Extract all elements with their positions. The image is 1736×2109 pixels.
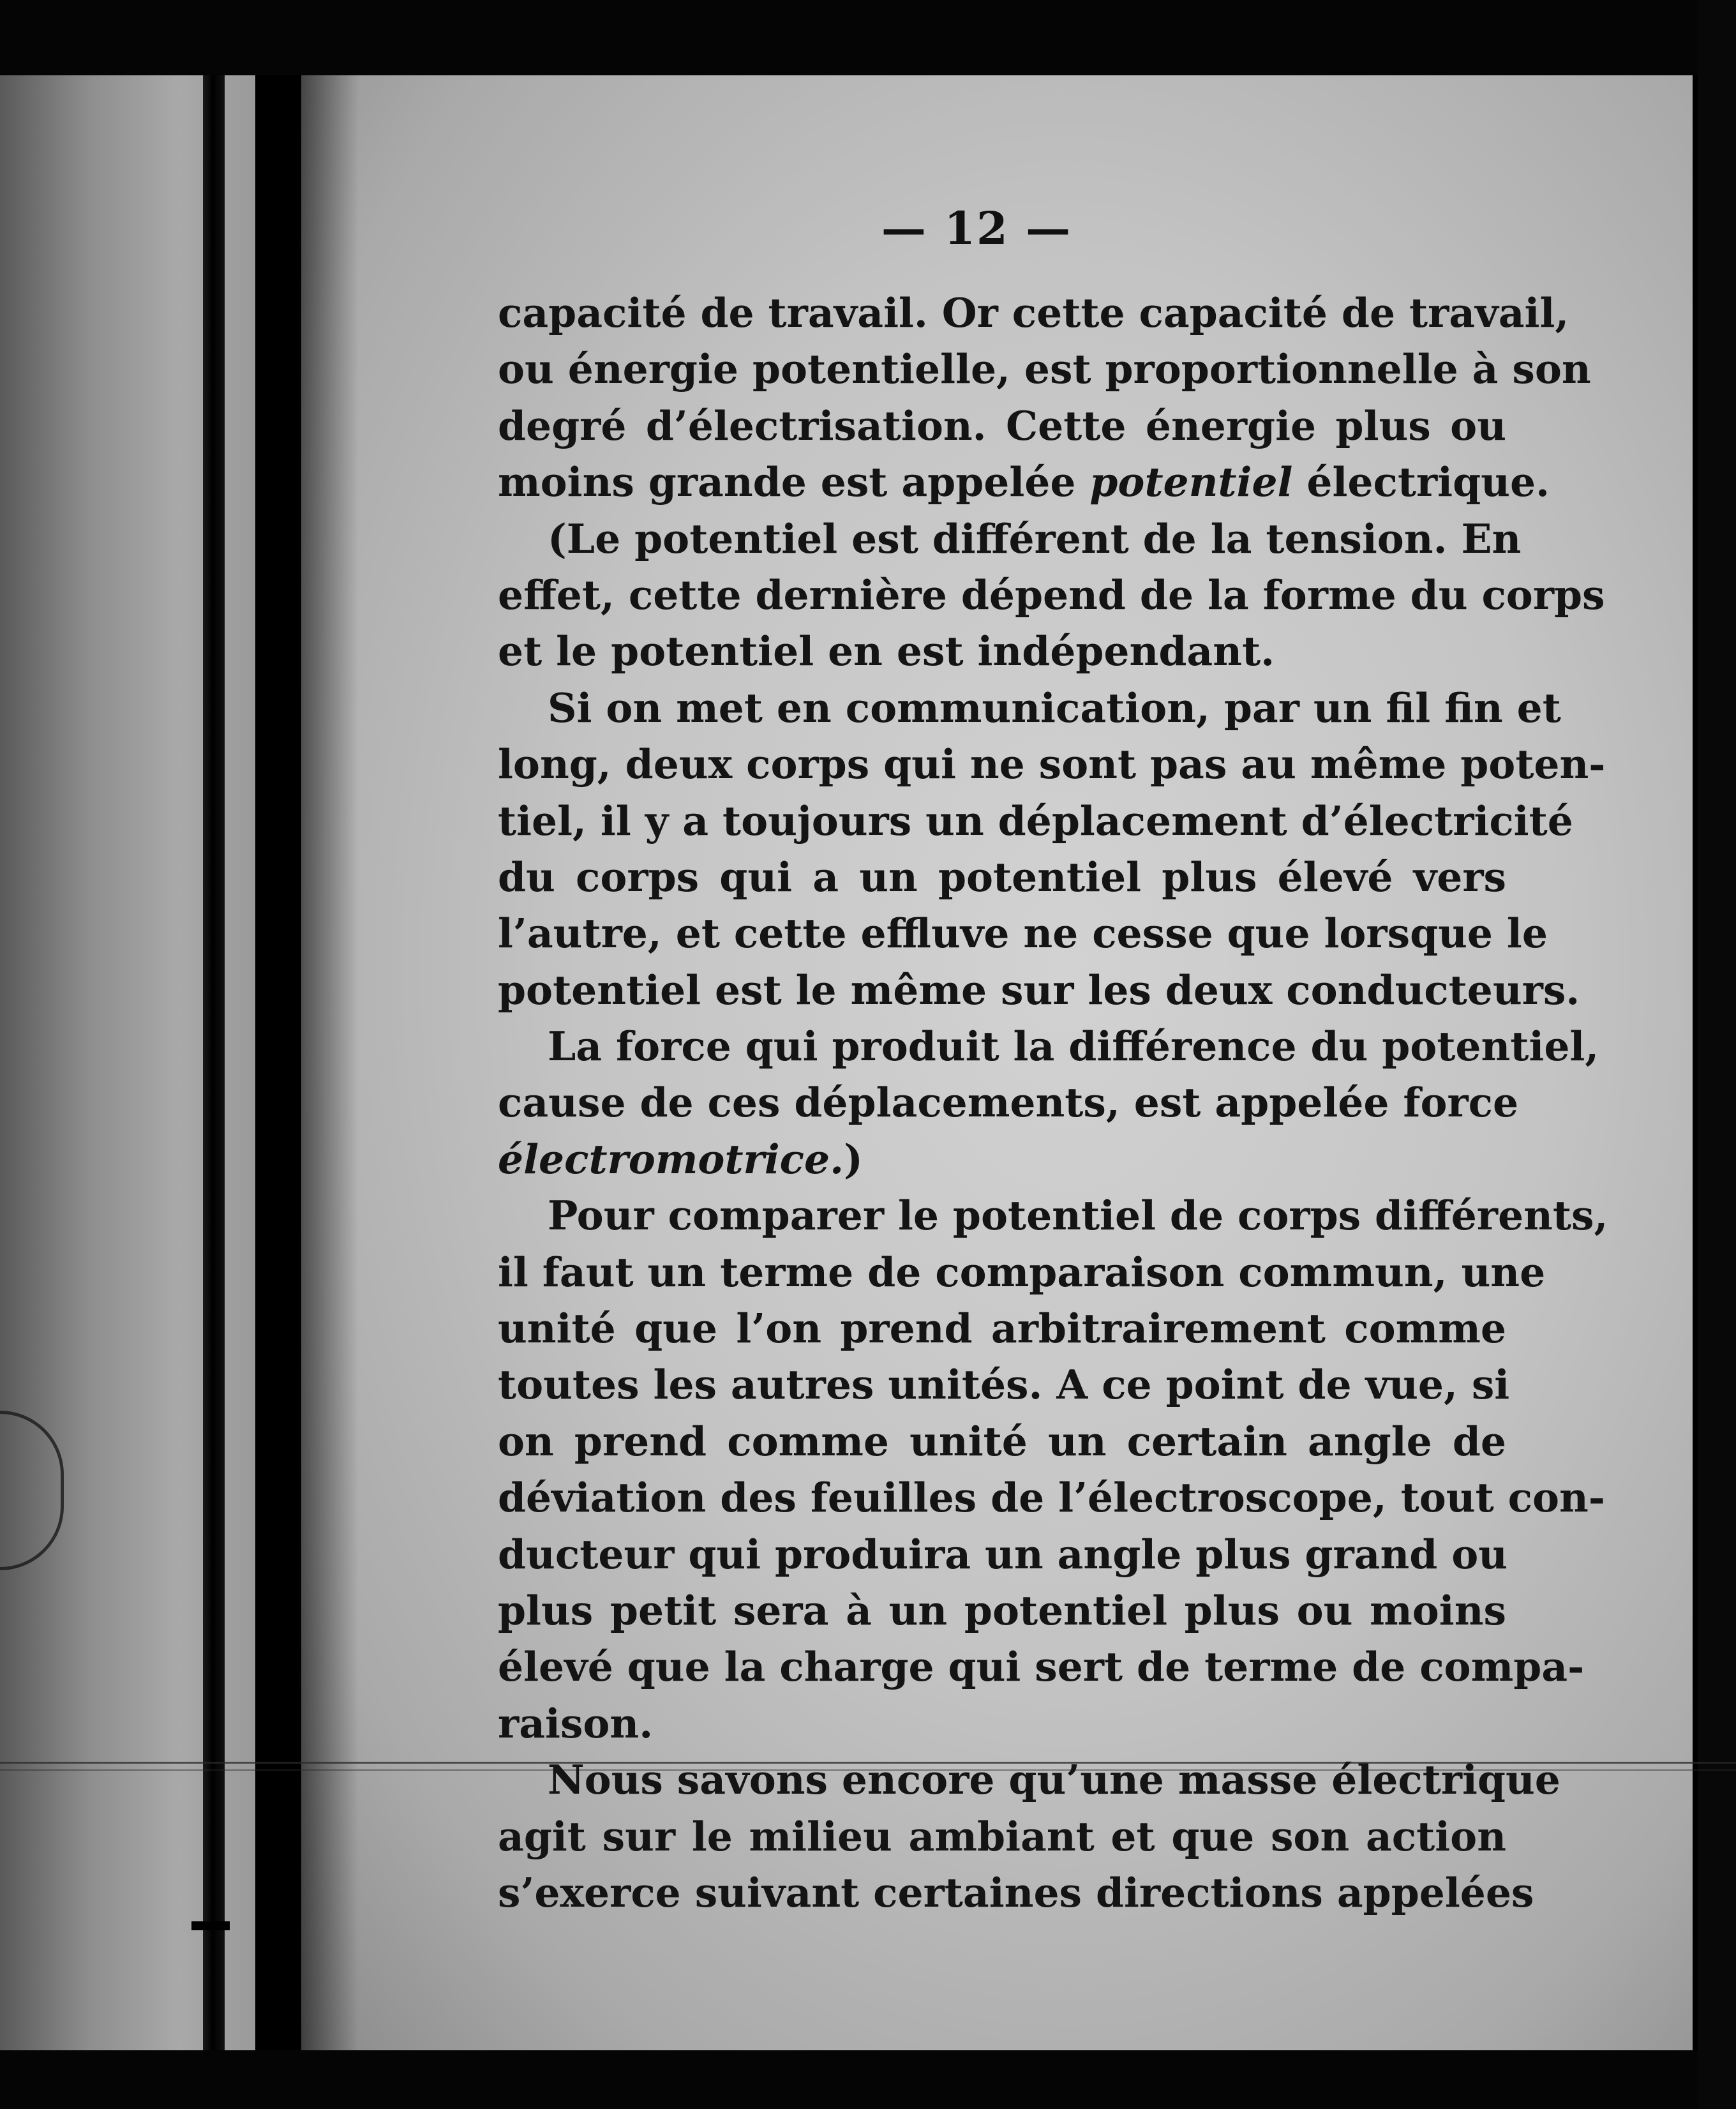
text-line — [498, 680, 1561, 736]
gutter-mark — [191, 1921, 230, 1930]
text-run: ) — [844, 1135, 863, 1183]
text-line — [498, 1244, 1546, 1300]
text-line — [498, 1074, 1519, 1130]
text-line — [498, 793, 1573, 849]
text-line — [498, 1018, 1599, 1074]
text-line — [498, 1582, 1506, 1639]
text-run: capacité de travail. Or cette capacité de travail, — [498, 289, 1569, 336]
text-run: plus petit sera à un potentiel plus ou moins — [498, 1586, 1506, 1634]
text-line — [498, 511, 1522, 567]
text-line — [498, 1300, 1506, 1356]
text-run: potentiel — [1089, 458, 1293, 506]
text-run: s’exerce suivant certaines directions appelées — [498, 1868, 1534, 1916]
text-run: long, deux corps qui ne sont pas au même poten- — [498, 740, 1606, 788]
text-line — [498, 285, 1569, 341]
text-run: Si on met en communication, par un fil fin et — [548, 684, 1561, 732]
text-run: et le potentiel en est indépendant. — [498, 627, 1275, 675]
body-text — [498, 285, 1608, 1921]
text-run: ducteur qui produira un angle plus grand ou — [498, 1530, 1508, 1578]
text-run: déviation des feuilles de l’électroscope, tout con- — [498, 1474, 1605, 1522]
scan-border-bottom — [0, 2050, 1736, 2109]
text-line — [498, 567, 1605, 623]
page-shadow — [301, 71, 359, 2050]
text-line — [498, 341, 1591, 397]
text-line — [498, 962, 1580, 1018]
text-line — [498, 1526, 1506, 1582]
text-run: cause de ces déplacements, est appelée force — [498, 1079, 1519, 1127]
text-line — [498, 1131, 1506, 1187]
text-run: on prend comme unité un certain angle de — [498, 1417, 1506, 1465]
scan-border-top — [0, 0, 1736, 75]
text-run: toutes les autres unités. A ce point de vue, si — [498, 1361, 1510, 1409]
text-line — [498, 623, 1506, 679]
scan-border-right — [1698, 0, 1736, 2109]
text-run: raison. — [498, 1699, 654, 1747]
text-line — [498, 1413, 1506, 1469]
text-run: Nous savons encore qu’une masse électrique — [548, 1756, 1560, 1804]
page-number: — 12 — — [881, 202, 1072, 255]
text-run: La force qui produit la différence du potentiel, — [548, 1023, 1599, 1070]
text-line — [498, 1695, 1506, 1752]
text-line — [498, 849, 1506, 905]
text-run: agit sur le milieu ambiant et que son action — [498, 1812, 1506, 1860]
text-line — [498, 1469, 1605, 1526]
text-run: potentiel est le même sur les deux conducteurs. — [498, 966, 1580, 1014]
text-run: Pour comparer le potentiel de corps différents, — [548, 1192, 1608, 1240]
text-run: tiel, il y a toujours un déplacement d’électricité — [498, 797, 1573, 844]
text-line — [498, 1356, 1510, 1413]
text-run: il faut un terme de comparaison commun, une — [498, 1248, 1546, 1296]
text-line — [498, 736, 1606, 792]
text-run: (Le potentiel est différent de la tension. En — [548, 514, 1522, 562]
text-line — [498, 905, 1548, 961]
text-run: unité que l’on prend arbitrairement comme — [498, 1305, 1506, 1353]
text-run: électrique. — [1292, 458, 1550, 506]
text-line — [498, 398, 1506, 454]
text-run: l’autre, et cette effluve ne cesse que lorsque le — [498, 910, 1548, 957]
text-line — [498, 454, 1550, 510]
text-line — [498, 1808, 1506, 1865]
book-gutter — [203, 64, 225, 2055]
text-run: du corps qui a un potentiel plus élevé vers — [498, 853, 1506, 901]
text-run: électromotrice. — [498, 1135, 844, 1183]
text-line — [498, 1187, 1608, 1243]
text-run: élevé que la charge qui sert de terme de compa- — [498, 1643, 1585, 1691]
text-run: degré d’électrisation. Cette énergie plus ou — [498, 402, 1506, 449]
text-run: effet, cette dernière dépend de la forme du corps — [498, 571, 1605, 619]
text-line — [498, 1865, 1534, 1921]
text-line — [498, 1752, 1560, 1808]
text-line — [498, 1639, 1585, 1695]
text-run: moins grande est appelée — [498, 458, 1090, 506]
text-run: ou énergie potentielle, est proportionnelle à son — [498, 345, 1591, 393]
